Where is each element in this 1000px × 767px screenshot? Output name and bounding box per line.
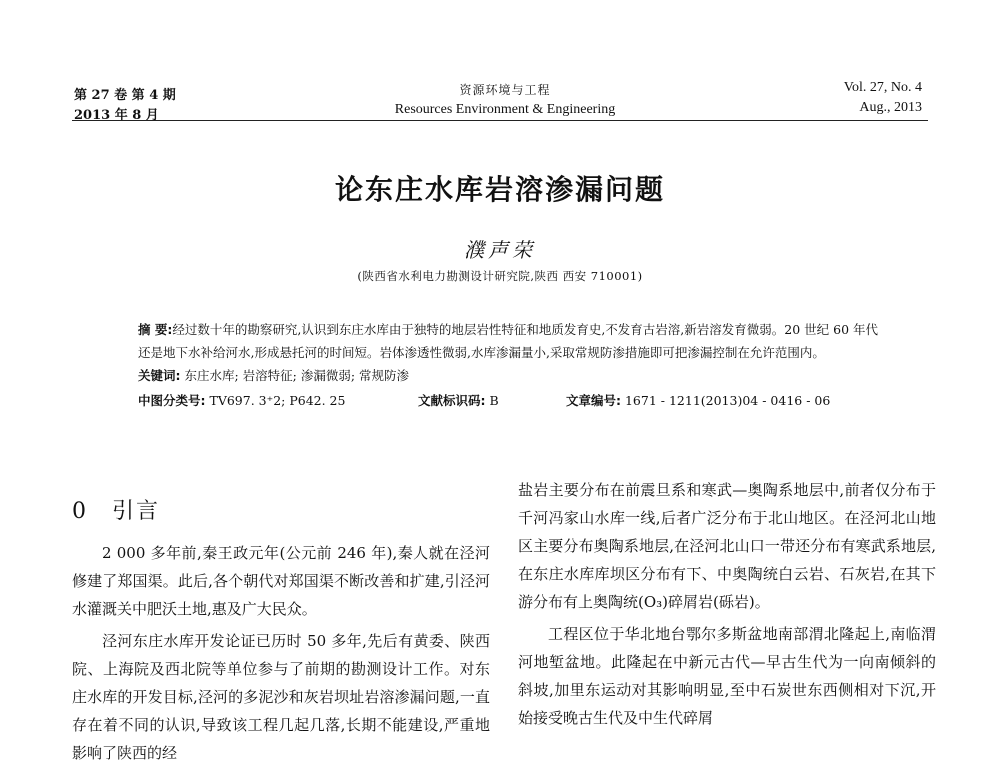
left-column — [72, 494, 490, 767]
journal-name-cn: 资源环境与工程 — [459, 83, 551, 97]
volume-issue-en: Vol. 27, No. 4 — [843, 80, 922, 95]
abstract-label: 摘 要: — [138, 322, 173, 337]
right-column — [518, 476, 936, 732]
doc-label: 文献标识码: — [418, 393, 486, 408]
section-number: 0 — [72, 499, 88, 524]
doc-value: B — [489, 393, 499, 408]
section-title: 引言 — [112, 499, 161, 524]
article-value: 1671 - 1211(2013)04 - 0416 - 06 — [624, 393, 831, 408]
publication-date: 2013 年 8 月 — [74, 108, 159, 123]
article-number — [566, 389, 830, 412]
journal-name-en: Resources Environment & Engineering — [394, 102, 616, 117]
header-divider — [72, 120, 928, 121]
journal-volume-info-en — [844, 78, 922, 118]
keywords-line — [138, 364, 878, 387]
abstract-block — [138, 318, 878, 412]
volume-issue: 第 27 卷 第 4 期 — [74, 88, 176, 103]
body-paragraph: 盐岩主要分布在前震旦系和寒武—奥陶系地层中,前者仅分布于千河冯家山水库一线,后者广泛分布于北山地区。在泾河北山地区主要分布奥陶系地层,在泾河北山口一带还分布有寒武系地层,在东庄水库库坝区分布有下、中奥陶统白云岩、石灰岩,在其下游分布有上奥陶统(O₃)碎屑岩(砾岩)。 — [518, 481, 936, 611]
body-paragraph: 2 000 多年前,秦王政元年(公元前 246 年),秦人就在泾河修建了郑国渠。此后,各个朝代对郑国渠不断改善和扩建,引泾河水灌溉关中肥沃土地,惠及广大民众。 — [72, 544, 490, 618]
author-name: 濮声荣 — [464, 238, 536, 262]
keywords-text: 东庄水库; 岩溶特征; 渗漏微弱; 常规防渗 — [184, 368, 410, 383]
section-heading — [72, 494, 490, 525]
document-code — [418, 389, 566, 412]
publication-date-en: Aug., 2013 — [859, 100, 922, 115]
body-paragraph: 泾河东庄水库开发论证已历时 50 多年,先后有黄委、陕西院、上海院及西北院等单位参与了前期的勘测设计工作。对东庄水库的开发目标,泾河的多泥沙和灰岩坝址岩溶渗漏问题,一直存在着不同的认识,导致该工程几起几落,长期不能建设,严重地影响了陕西的经 — [72, 632, 490, 762]
keywords-label: 关键词: — [138, 368, 181, 383]
abstract-text: 经过数十年的勘察研究,认识到东庄水库由于独特的地层岩性特征和地质发育史,不发育古岩溶,新岩溶发育微弱。20 世纪 60 年代还是地下水补给河水,形成悬托河的时间短。岩体渗透性微弱,水库渗漏量小,采取常规防渗措施即可把渗漏控制在允许范围内。 — [138, 322, 879, 360]
abstract-paragraph — [138, 318, 878, 364]
author-affiliation: (陕西省水利电力勘测设计研究院,陕西 西安 710001) — [357, 269, 643, 283]
classification-row — [138, 389, 878, 412]
journal-name — [340, 80, 670, 120]
clc-label: 中图分类号: — [138, 393, 206, 408]
article-label: 文章编号: — [566, 393, 621, 408]
clc-value: TV697. 3⁺2; P642. 25 — [209, 393, 346, 408]
clc-number — [138, 389, 418, 412]
paper-title: 论东庄水库岩溶渗漏问题 — [334, 173, 665, 206]
body-paragraph: 工程区位于华北地台鄂尔多斯盆地南部渭北隆起上,南临渭河地堑盆地。此隆起在中新元古代—早古生代为一向南倾斜的斜坡,加里东运动对其影响明显,至中石炭世东西侧相对下沉,开始接受晚古生代及中生代碎屑 — [518, 625, 936, 727]
